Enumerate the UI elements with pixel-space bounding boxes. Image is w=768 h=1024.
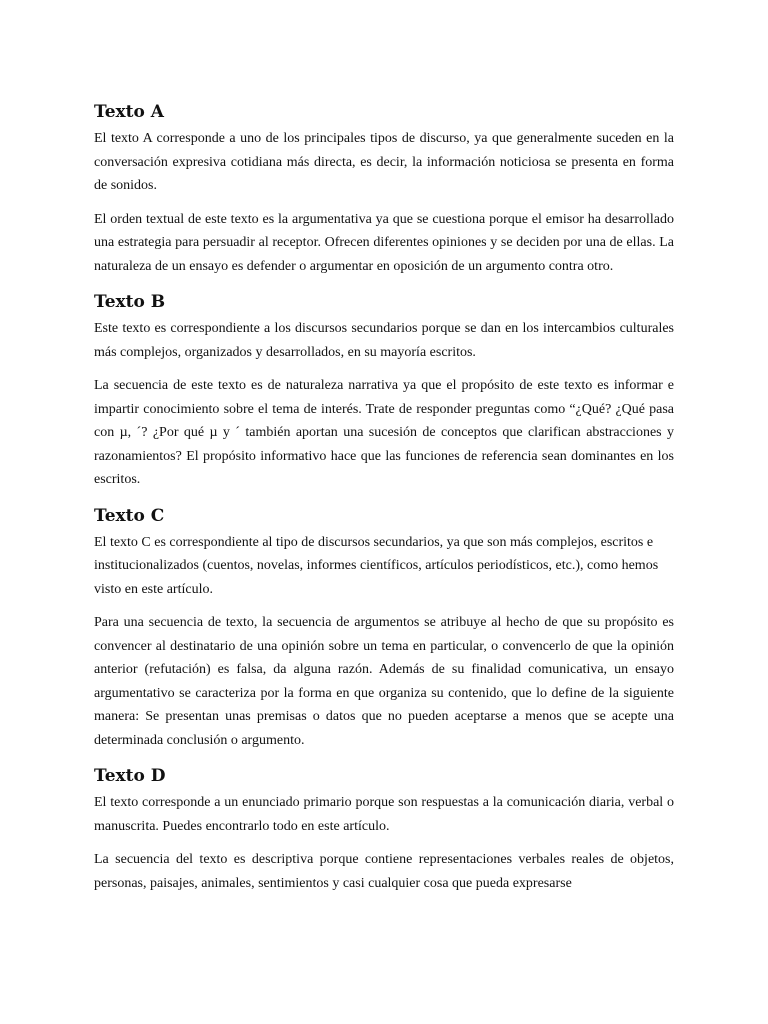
paragraph: Este texto es correspondiente a los discursos secundarios porque se dan en los intercambios culturales más complejos, organizados y desarrollados, en su mayoría escritos. [94, 321, 674, 360]
section-texto-d [94, 764, 674, 895]
section-title: Texto C [94, 505, 165, 526]
section-title: Texto B [94, 292, 166, 312]
section-texto-a [94, 100, 674, 278]
section-title: Texto A [94, 102, 164, 122]
document-page [94, 100, 674, 907]
paragraph: Para una secuencia de texto, la secuencia de argumentos se atribuye al hecho de que su propósito es convencer al destinatario de una opinión sobre un tema en particular, o convencerlo de que la opinión anterior (refutación) es falsa, da alguna razón. Además de su finalidad comunicativa, un ensayo argumentativo se caracteriza por la forma en que organiza su contenido, que lo define de la siguiente manera: Se presentan unas premisas o datos que no pueden aceptarse a menos que se acepte una determinada conclusión o argumento. [94, 615, 674, 748]
section-texto-c [94, 504, 674, 753]
paragraph: El texto A corresponde a uno de los principales tipos de discurso, ya que generalmente suceden en la conversación expresiva cotidiana más directa, es decir, la información noticiosa se presenta en forma de sonidos. [94, 131, 674, 193]
section-texto-b [94, 290, 674, 492]
paragraph: El texto C es correspondiente al tipo de discursos secundarios, ya que son más complejos, escritos e institucionalizados (cuentos, novelas, informes científicos, artículos periodísticos, etc.), como hemos visto en este artículo. [94, 534, 659, 597]
paragraph: La secuencia del texto es descriptiva porque contiene representaciones verbales reales de objetos, personas, paisajes, animales, sentimientos y casi cualquier cosa que pueda expresarse [94, 852, 674, 891]
paragraph: El texto corresponde a un enunciado primario porque son respuestas a la comunicación diaria, verbal o manuscrita. Puedes encontrarlo todo en este artículo. [94, 795, 674, 834]
paragraph: La secuencia de este texto es de naturaleza narrativa ya que el propósito de este texto es informar e impartir conocimiento sobre el tema de interés. Trate de responder preguntas como “¿Qué? ¿Qué pasa con µ, ´? ¿Por qué µ y ´ también aportan una sucesión de conceptos que clarifican abstracciones y razonamientos? El propósito informativo hace que las funciones de referencia sean dominantes en los escritos. [94, 378, 674, 487]
paragraph: El orden textual de este texto es la argumentativa ya que se cuestiona porque el emisor ha desarrollado una estrategia para persuadir al receptor. Ofrecen diferentes opiniones y se deciden por una de ellas. La naturaleza de un ensayo es defender o argumentar en oposición de un argumento contra otro. [94, 211, 674, 274]
section-title: Texto D [94, 766, 166, 786]
